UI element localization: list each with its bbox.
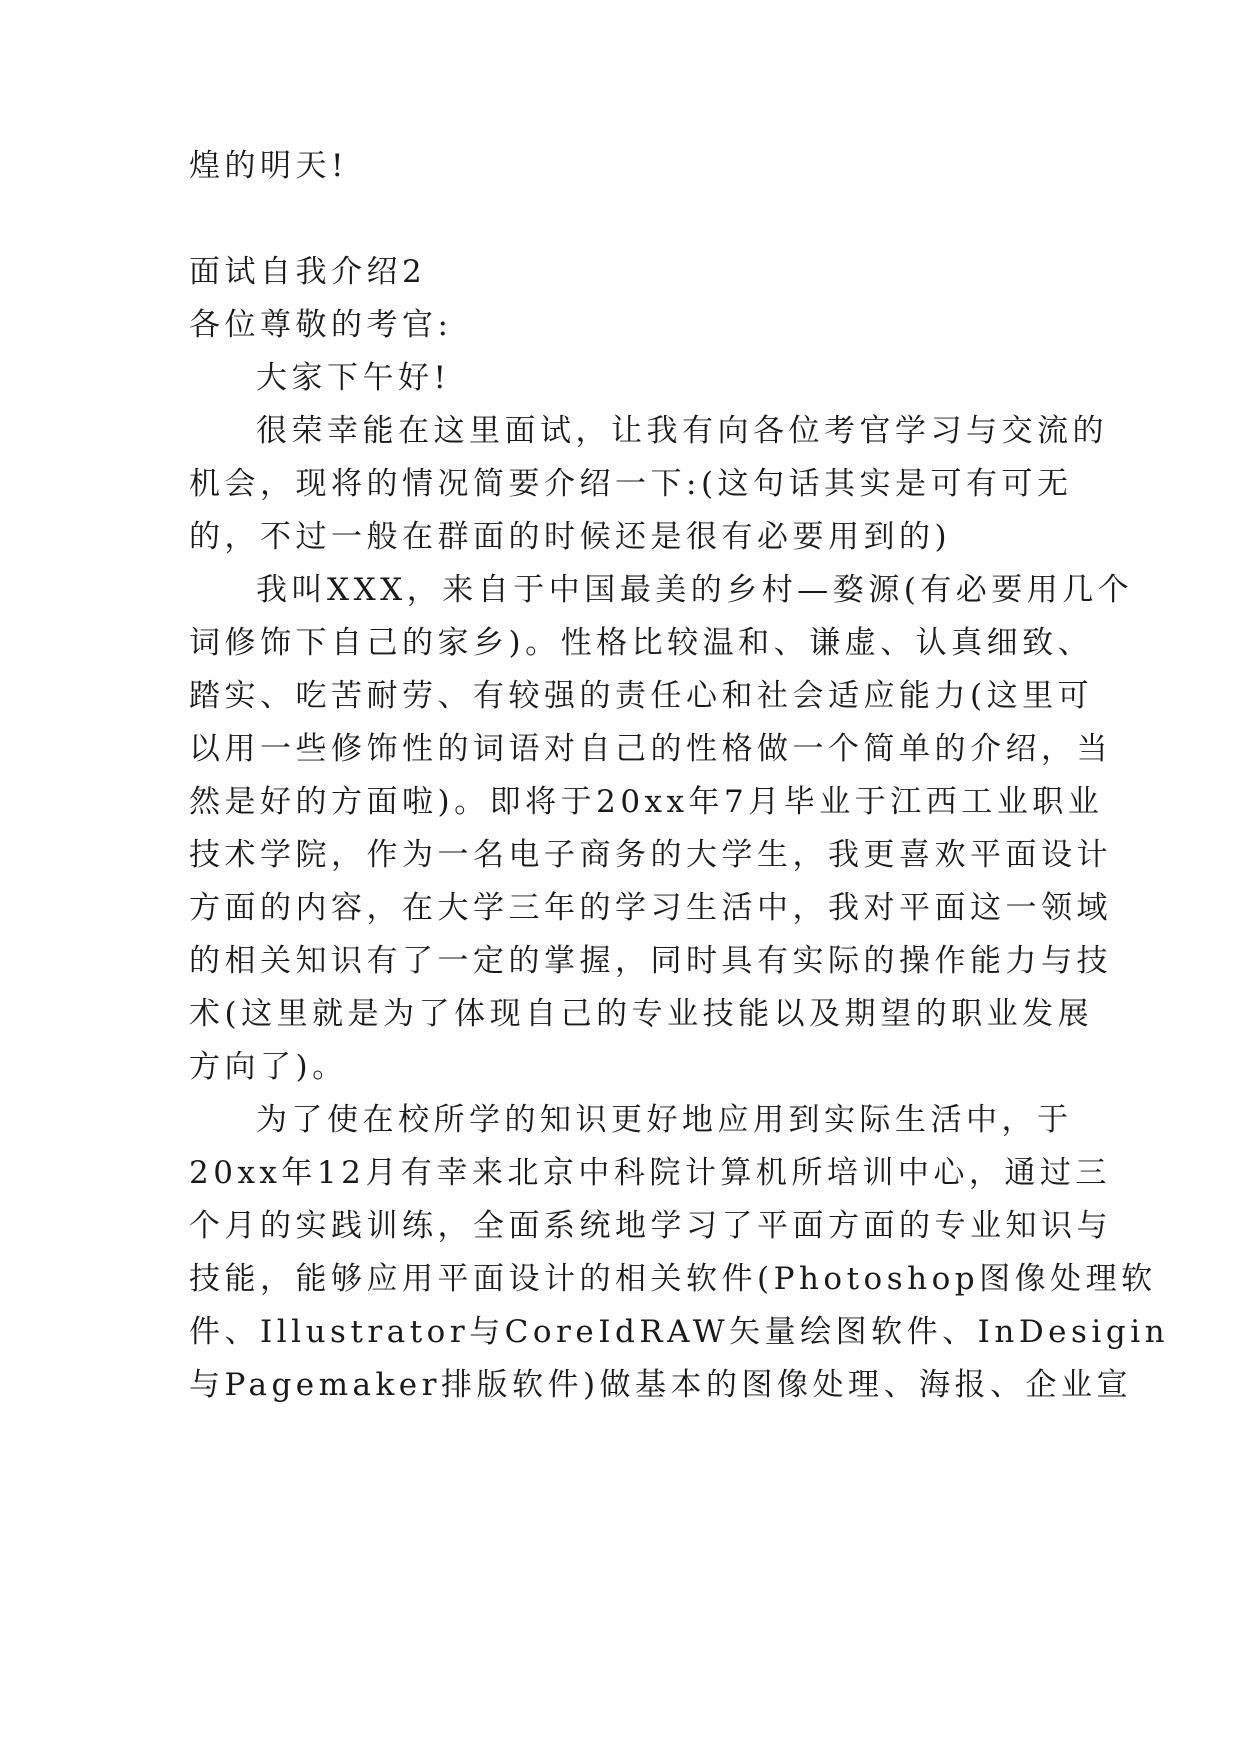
paragraph-line: 方面的内容，在大学三年的学习生活中，我对平面这一领域 xyxy=(189,890,1112,926)
paragraph-line: 机会，现将的情况简要介绍一下:(这句话其实是可有可无 xyxy=(189,466,1073,502)
paragraph-line: 以用一些修饰性的词语对自己的性格做一个简单的介绍，当 xyxy=(189,731,1112,767)
paragraph-line: 然是好的方面啦)。即将于20xx年7月毕业于江西工业职业 xyxy=(189,784,1104,820)
paragraph-line: 技术学院，作为一名电子商务的大学生，我更喜欢平面设计 xyxy=(189,837,1112,873)
paragraph-line: 件、Illustrator与CoreIdRAW矢量绘图软件、InDesigin xyxy=(189,1314,1170,1350)
paragraph-line: 踏实、吃苦耐劳、有较强的责任心和社会适应能力(这里可 xyxy=(189,678,1094,714)
text-line: 煌的明天! xyxy=(189,148,348,184)
paragraph-line: 我叫XXX，来自于中国最美的乡村—婺源(有必要用几个 xyxy=(256,572,1134,608)
paragraph-line: 词修饰下自己的家乡)。性格比较温和、谦虚、认真细致、 xyxy=(189,625,1094,661)
paragraph-line: 方向了)。 xyxy=(189,1049,348,1085)
paragraph-line: 与Pagemaker排版软件)做基本的图像处理、海报、企业宣 xyxy=(189,1367,1133,1403)
paragraph-line: 很荣幸能在这里面试，让我有向各位考官学习与交流的 xyxy=(256,413,1108,449)
paragraph-line: 个月的实践训练，全面系统地学习了平面方面的专业知识与 xyxy=(189,1208,1112,1244)
paragraph-line: 的相关知识有了一定的掌握，同时具有实际的操作能力与技 xyxy=(189,943,1112,979)
section-title: 面试自我介绍2 xyxy=(189,254,427,290)
greeting: 大家下午好! xyxy=(256,360,451,396)
paragraph-line: 的，不过一般在群面的时候还是很有必要用到的) xyxy=(189,519,952,555)
paragraph-line: 术(这里就是为了体现自己的专业技能以及期望的职业发展 xyxy=(189,996,1094,1032)
paragraph-line: 技能，能够应用平面设计的相关软件(Photoshop图像处理软 xyxy=(189,1261,1157,1297)
paragraph-line: 为了使在校所学的知识更好地应用到实际生活中，于 xyxy=(256,1102,1073,1138)
paragraph-line: 20xx年12月有幸来北京中科院计算机所培训中心，通过三 xyxy=(189,1155,1111,1191)
salutation: 各位尊敬的考官: xyxy=(189,307,453,343)
